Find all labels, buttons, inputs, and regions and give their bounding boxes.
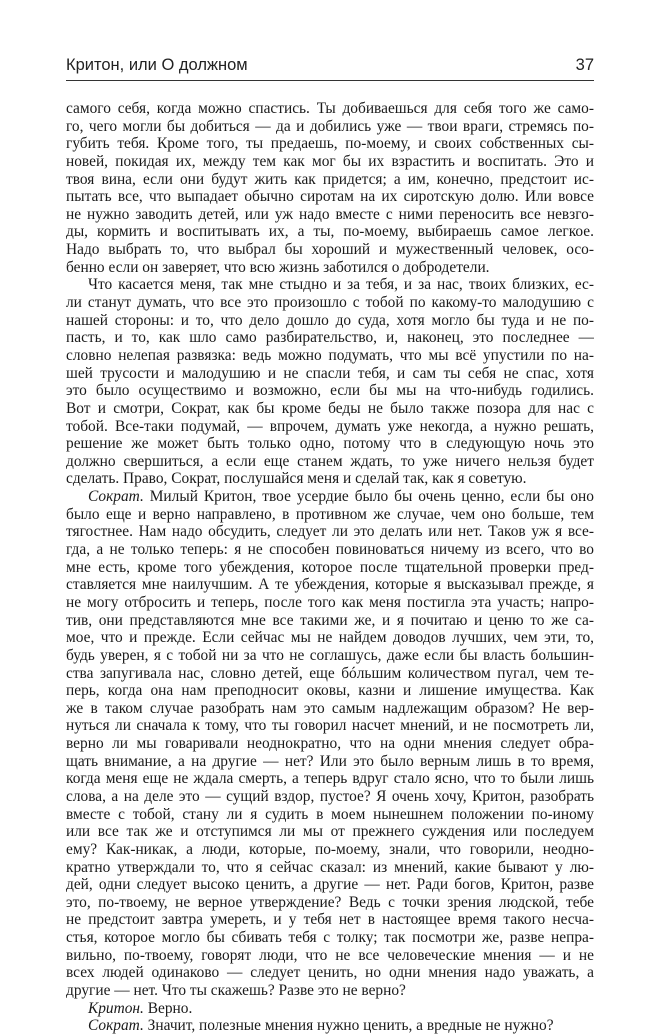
text-line <box>66 100 594 118</box>
line-text: гда, а не только теперь: я не способен повиноваться ничему из всего, что во <box>66 541 594 559</box>
text-line <box>66 735 594 753</box>
text-line <box>66 1000 594 1018</box>
text-line <box>66 188 594 206</box>
line-text: Значит, полезные мнения нужно ценить, а вредные не нужно? <box>143 1017 554 1035</box>
text-line <box>66 894 594 912</box>
body-text <box>66 100 594 1035</box>
text-line <box>66 153 594 171</box>
line-text: не могу отбросить и теперь, после того как меня постигла эта участь; напро- <box>66 593 594 611</box>
text-line <box>66 647 594 665</box>
line-text: твоя вина, если они будут жить как придется; а им, конечно, предстоит ис- <box>66 170 594 188</box>
line-text: бенно если он заверяет, что всю жизнь заботился о добродетели. <box>66 258 490 276</box>
line-text: мое, что и прежде. Если сейчас мы не найдем доводов лучших, чем эти, то, <box>66 629 594 647</box>
text-line <box>66 964 594 982</box>
text-line <box>66 294 594 312</box>
line-text: кратно утверждали то, что я сейчас сказал: из мнений, какие бывают у лю- <box>66 858 594 876</box>
line-text: это, по-твоему, не верное утверждение? Ведь с точки зрения людской, тебе <box>66 893 594 911</box>
text-line <box>66 259 594 277</box>
line-text: новей, покидая их, между тем как мог бы их взрастить и воспитать. Это и <box>66 152 594 170</box>
line-text: пасть, и то, как шло само разбирательство, и, наконец, это последнее — <box>66 329 594 347</box>
text-line <box>66 488 594 506</box>
line-text: другие — нет. Что ты скажешь? Разве это не верно? <box>66 982 406 1000</box>
text-line <box>66 770 594 788</box>
text-line <box>66 118 594 136</box>
line-text: ства запугивала нас, словно детей, еще бóльшим количеством пугал, чем те- <box>66 664 594 682</box>
text-line <box>66 682 594 700</box>
line-text: когда меня еще не ждала смерть, а теперь вдруг стало ясно, что то были лишь <box>66 770 594 788</box>
line-text: мне есть, кроме того убеждения, которое после тщательной проверки пред- <box>66 558 594 576</box>
page-number: 37 <box>575 56 594 74</box>
line-text: ли станут думать, что все это произошло с тобой по какому-то малодушию с <box>66 294 594 312</box>
speaker-name: Критон. <box>88 999 144 1017</box>
text-line <box>66 806 594 824</box>
line-text: ему? Как-никак, а люди, которые, по-моему, знали, что говорили, неодно- <box>66 840 594 858</box>
text-line <box>66 559 594 577</box>
line-text: вильно, по-твоему, говорят люди, что не все человеческие мнения — и не <box>66 946 594 964</box>
text-line <box>66 823 594 841</box>
line-text: тягостнее. Нам надо обсудить, следует ли это делать или нет. Таков уж я все- <box>66 523 594 541</box>
line-text: ставляется мне наилучшим. А те убеждения, которые я высказывал прежде, я <box>66 576 594 594</box>
line-text: шей трусости и малодушию и не спасли тебя, и сам ты себя не спас, хотя <box>66 364 594 382</box>
line-text: слова, а на деле это — сущий вздор, пустое? Я очень хочу, Критон, разобрать <box>66 787 594 805</box>
text-line <box>66 665 594 683</box>
line-text: не предстоит завтра умереть, и у тебя нет в настоящее время такого несча- <box>66 911 594 929</box>
line-text: тив, они представляются мне все такими же, и я почитаю и ценю то же са- <box>66 611 594 629</box>
text-line <box>66 418 594 436</box>
text-line <box>66 223 594 241</box>
text-line <box>66 506 594 524</box>
line-text: Надо выбрать то, что выбрал бы хороший и мужественный человек, осо- <box>66 241 594 259</box>
line-text: должно свершиться, а если еще станем ждать, то уже ничего нельзя будет <box>66 452 594 470</box>
line-text: будь уверен, я с тобой ни за что не соглашусь, даже если бы власть большин- <box>66 646 594 664</box>
text-line <box>66 929 594 947</box>
text-line <box>66 400 594 418</box>
text-line <box>66 717 594 735</box>
line-text: щать внимание, а на другие — нет? Или это было верным лишь в то время, <box>66 752 594 770</box>
line-text: губить тебя. Кроме того, ты предаешь, по-моему, и своих собственных сы- <box>66 135 594 153</box>
text-line <box>66 982 594 1000</box>
line-text: ды, кормить и воспитывать их, а ты, по-моему, выбираешь самое легкое. <box>66 223 594 241</box>
text-line <box>66 135 594 153</box>
text-line <box>66 576 594 594</box>
line-text: сделать. Право, Сократ, послушайся меня и сделай так, как я советую. <box>66 470 527 488</box>
line-text: нашей стороны: и то, что дело дошло до суда, хотя могло бы туда и не по- <box>66 311 594 329</box>
speaker-name: Сократ. <box>88 488 144 506</box>
line-text: Верно. <box>143 999 193 1017</box>
text-line <box>66 841 594 859</box>
speaker-name: Сократ. <box>88 1017 144 1035</box>
text-line <box>66 453 594 471</box>
text-line <box>66 276 594 294</box>
text-line <box>66 1017 594 1035</box>
text-line <box>66 206 594 224</box>
line-text: или все так же и отступимся ли мы от прежнего суждения или последуем <box>66 823 594 841</box>
text-line <box>66 435 594 453</box>
line-text: вместе с тобой, стану ли я судить в моем нынешнем положении по-иному <box>66 805 594 823</box>
text-line <box>66 382 594 400</box>
line-text: верно ли мы говаривали неоднократно, что на одни мнения следует обра- <box>66 735 594 753</box>
text-line <box>66 523 594 541</box>
line-text: стья, которое могло бы сбивать тебя с толку; так посмотри же, разве непра- <box>66 929 594 947</box>
text-line <box>66 594 594 612</box>
line-text: словно нелепая развязка: ведь можно подумать, что мы всё упустили по на- <box>66 346 594 364</box>
text-line <box>66 788 594 806</box>
line-text: Что касается меня, так мне стыдно и за тебя, и за нас, твоих близких, ес- <box>88 276 594 294</box>
line-text: же в таком случае разобрать нам это самым надлежащим образом? Не вер- <box>66 699 594 717</box>
line-text: перь, когда она нам преподносит оковы, казни и лишение имущества. Как <box>66 682 594 700</box>
line-text: пытать все, что выпадает обычно сиротам на их сиротскую долю. Или вовсе <box>66 188 594 206</box>
text-line <box>66 329 594 347</box>
line-text: не нужно заводить детей, или уж надо вместе с ними переносить все невзго- <box>66 205 594 223</box>
text-line <box>66 753 594 771</box>
text-line <box>66 876 594 894</box>
text-line <box>66 947 594 965</box>
text-line <box>66 911 594 929</box>
text-line <box>66 700 594 718</box>
running-header <box>66 56 594 81</box>
line-text: тобой. Все-таки подумай, — впрочем, думать уже некогда, а нужно решать, <box>66 417 594 435</box>
line-text: самого себя, когда можно спастись. Ты добиваешься для себя того же само- <box>66 100 594 117</box>
text-line <box>66 347 594 365</box>
line-text: дей, одни следует высоко ценить, а другие — нет. Ради богов, Критон, разве <box>66 876 594 894</box>
line-text: это было осуществимо и возможно, если бы мы на что-нибудь годились. <box>66 382 594 400</box>
line-text: Милый Критон, твое усердие было бы очень ценно, если бы оно <box>143 488 594 506</box>
text-line <box>66 241 594 259</box>
text-line <box>66 629 594 647</box>
line-text: было еще и верно направлено, в противном же случае, чем оно больше, тем <box>66 505 594 523</box>
line-text: всех людей одинаково — следует ценить, но одни мнения надо уважать, а <box>66 964 594 982</box>
text-line <box>66 470 594 488</box>
text-line <box>66 541 594 559</box>
text-line <box>66 171 594 189</box>
text-line <box>66 612 594 630</box>
line-text: Вот и смотри, Сократ, как бы кроме беды не было также позора для нас с <box>66 399 594 417</box>
running-title: Критон, или О должном <box>66 56 248 74</box>
line-text: го, чего могли бы добиться — да и добились уже — твои враги, стремясь по- <box>66 117 594 135</box>
line-text: решение же может быть только одно, потому что в следующую ночь это <box>66 435 594 453</box>
text-line <box>66 312 594 330</box>
text-line <box>66 365 594 383</box>
line-text: нуться ли сначала к тому, что ты говорил насчет мнений, и не посмотреть ли, <box>66 717 594 735</box>
text-line <box>66 859 594 877</box>
